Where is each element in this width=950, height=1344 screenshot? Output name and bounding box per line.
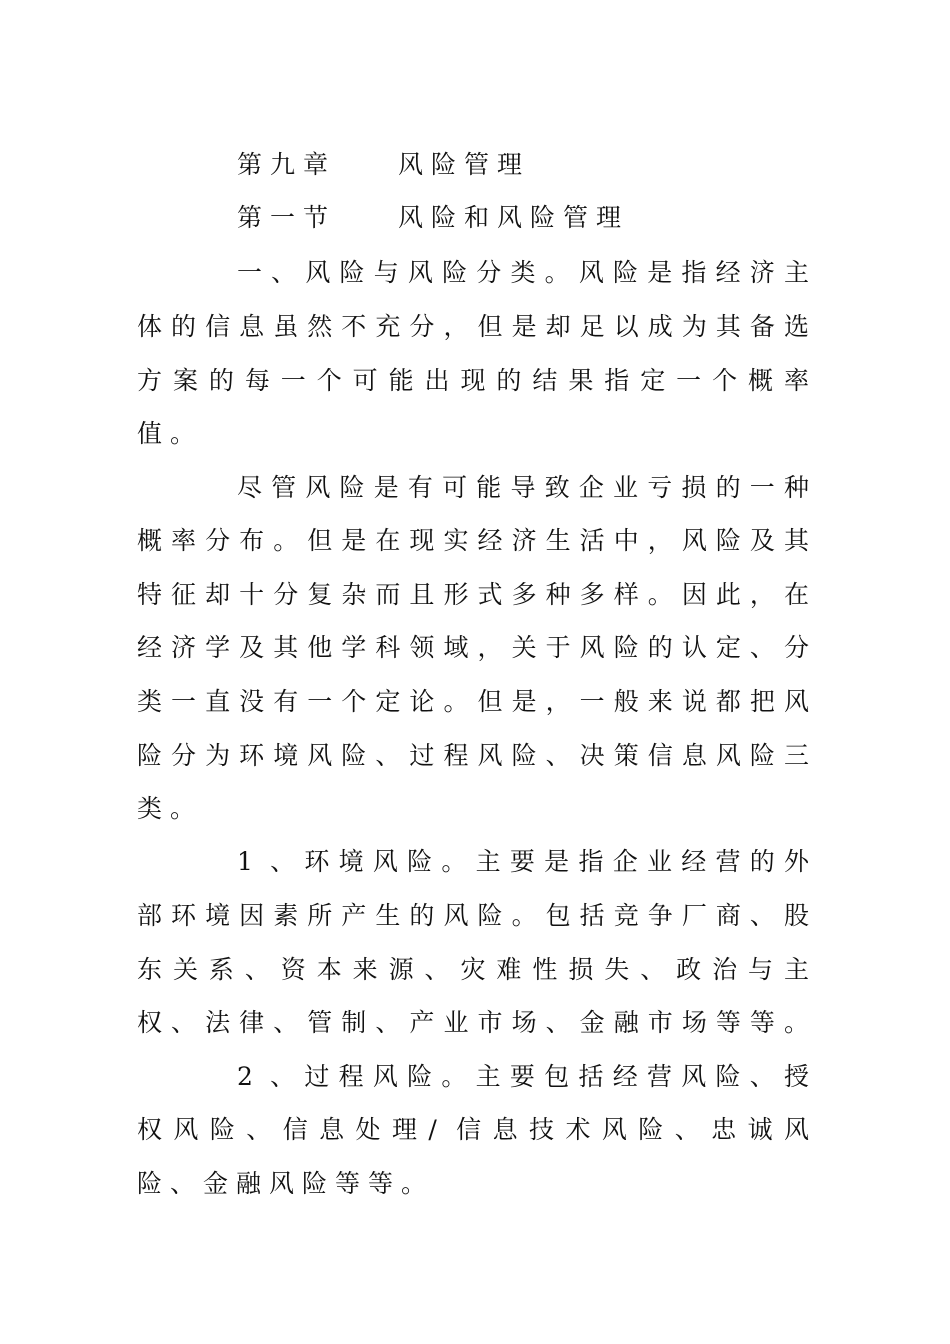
chapter-number: 第九章 — [237, 150, 337, 179]
paragraph-2-line-4: 经济学及其他学科领域，关于风险的认定、分 — [137, 633, 809, 662]
paragraph-1-line-2: 体的信息虽然不充分，但是却足以成为其备选 — [137, 312, 809, 341]
paragraph-1-line-4: 值。 — [137, 419, 204, 448]
paragraph-1-line-1: 一、风险与风险分类。风险是指经济主 — [237, 258, 809, 287]
paragraph-2-line-3: 特征却十分复杂而且形式多种多样。因此，在 — [137, 580, 809, 609]
paragraph-2-line-5: 类一直没有一个定论。但是，一般来说都把风 — [137, 687, 809, 716]
paragraph-3-line-1: 1 、环境风险。主要是指企业经营的外 — [237, 847, 809, 876]
paragraph-2-line-7: 类。 — [137, 794, 204, 823]
paragraph-4-line-1: 2 、过程风险。主要包括经营风险、授 — [237, 1062, 809, 1091]
chapter-heading — [237, 145, 809, 185]
paragraph-3-line-3: 东关系、资本来源、灾难性损失、政治与主 — [137, 955, 809, 984]
paragraph-4-line-2: 权风险、信息处理/ 信息技术风险、忠诚风 — [137, 1115, 809, 1144]
chapter-title: 风险管理 — [398, 150, 531, 179]
paragraph-1-line-3: 方案的每一个可能出现的结果指定一个概率 — [137, 366, 809, 395]
paragraph-3-line-4: 权、法律、管制、产业市场、金融市场等等。 — [137, 1008, 809, 1037]
section-number: 第一节 — [237, 203, 337, 232]
paragraph-2-line-6: 险分为环境风险、过程风险、决策信息风险三 — [137, 741, 809, 770]
paragraph-2-line-2: 概率分布。但是在现实经济生活中，风险及其 — [137, 526, 809, 555]
paragraph-2-line-1: 尽管风险是有可能导致企业亏损的一种 — [237, 473, 809, 502]
paragraph-4-line-3: 险、金融风险等等。 — [137, 1169, 435, 1198]
section-title: 风险和风险管理 — [398, 203, 630, 232]
section-heading — [237, 198, 809, 238]
paragraph-3-line-2: 部环境因素所产生的风险。包括竞争厂商、股 — [137, 901, 809, 930]
